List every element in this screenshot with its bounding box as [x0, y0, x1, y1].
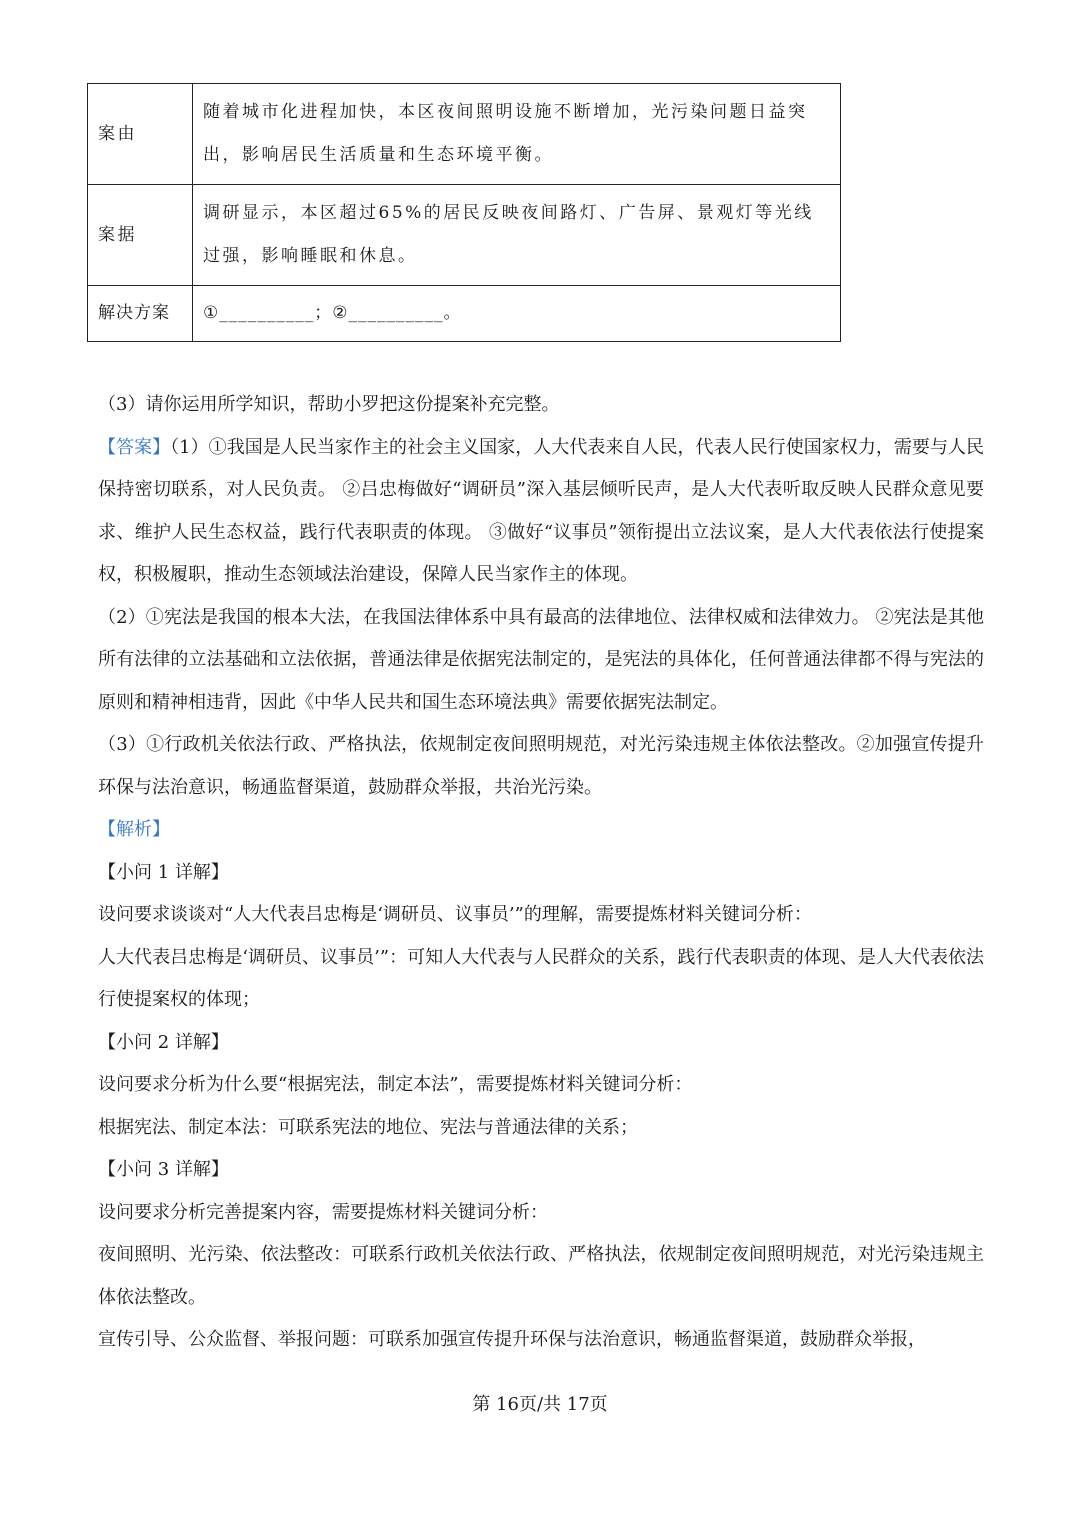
row-content: ①__________；②__________。	[193, 286, 841, 342]
analysis-tag-line	[98, 809, 984, 852]
q3-line-a: 设问要求分析完善提案内容，需要提炼材料关键词分析：	[98, 1201, 548, 1223]
row-label: 解决方案	[88, 286, 193, 342]
analysis-tag: 【解析】	[98, 819, 170, 840]
q2-heading: 【小问 2 详解】	[98, 1031, 229, 1053]
proposal-table	[87, 83, 841, 342]
row-label: 案由	[88, 84, 193, 185]
question-3: （3）请你运用所学知识，帮助小罗把这份提案补充完整。	[98, 394, 560, 415]
q1-heading: 【小问 1 详解】	[98, 861, 229, 883]
q1-line-b: 人大代表吕忠梅是‘调研员、议事员’”：可知人大代表与人民群众的关系，践行代表职责的体现、是人大代表依法行使提案权的体现；	[98, 946, 984, 1010]
table-row	[88, 84, 841, 185]
row-label: 案据	[88, 185, 193, 286]
q2-line-a: 设问要求分析为什么要“根据宪法，制定本法”，需要提炼材料关键词分析：	[98, 1074, 693, 1095]
row-content: 调研显示，本区超过65%的居民反映夜间路灯、广告屏、景观灯等光线过强，影响睡眠和休息。	[193, 185, 841, 286]
q2-line-b: 根据宪法、制定本法：可联系宪法的地位、宪法与普通法律的关系；	[98, 1116, 638, 1138]
q3-line-b: 夜间照明、光污染、依法整改：可联系行政机关依法行政、严格执法，依规制定夜间照明规范，对光污染违规主体依法整改。	[98, 1244, 984, 1308]
document-body	[98, 384, 984, 1362]
answer-paragraph-1	[98, 427, 984, 597]
row-content: 随着城市化进程加快，本区夜间照明设施不断增加，光污染问题日益突出，影响居民生活质量和生态环境平衡。	[193, 84, 841, 185]
table-row	[88, 286, 841, 342]
answer-text-1: （1）①我国是人民当家作主的社会主义国家，人大代表来自人民，代表人民行使国家权力，需要与人民保持密切联系，对人民负责。 ②吕忠梅做好“调研员”深入基层倾听民声，是人大代表听取反映人民群众意见要求、维护人民生态权益，践行代表职责的体现。 ③做好“议事员”领衔提出立法议案，是人大代表依法行使提案权，积极履职，推动生态领域法治建设，保障人民当家作主的体现。	[98, 436, 985, 585]
page-footer: 第 16页/共 17页	[472, 1394, 608, 1415]
table-row	[88, 185, 841, 286]
q3-heading: 【小问 3 详解】	[98, 1159, 229, 1180]
q1-line-a: 设问要求谈谈对“人大代表吕忠梅是‘调研员、议事员’”的理解，需要提炼材料关键词分析：	[98, 904, 812, 925]
answer-paragraph-2: （2）①宪法是我国的根本大法，在我国法律体系中具有最高的法律地位、法律权威和法律效力。 ②宪法是其他所有法律的立法基础和立法依据，普通法律是依据宪法制定的，是宪法的具体化，任何普通法律都不得与宪法的原则和精神相违背，因此《中华人民共和国生态环境法典》需要依据宪法制定。	[98, 606, 984, 713]
answer-tag: 【答案】	[98, 436, 171, 458]
answer-paragraph-3: （3）①行政机关依法行政、严格执法，依规制定夜间照明规范，对光污染违规主体依法整改。②加强宣传提升环保与法治意识，畅通监督渠道，鼓励群众举报，共治光污染。	[98, 734, 984, 798]
q3-line-c: 宣传引导、公众监督、举报问题：可联系加强宣传提升环保与法治意识，畅通监督渠道，鼓励群众举报，	[98, 1329, 926, 1350]
